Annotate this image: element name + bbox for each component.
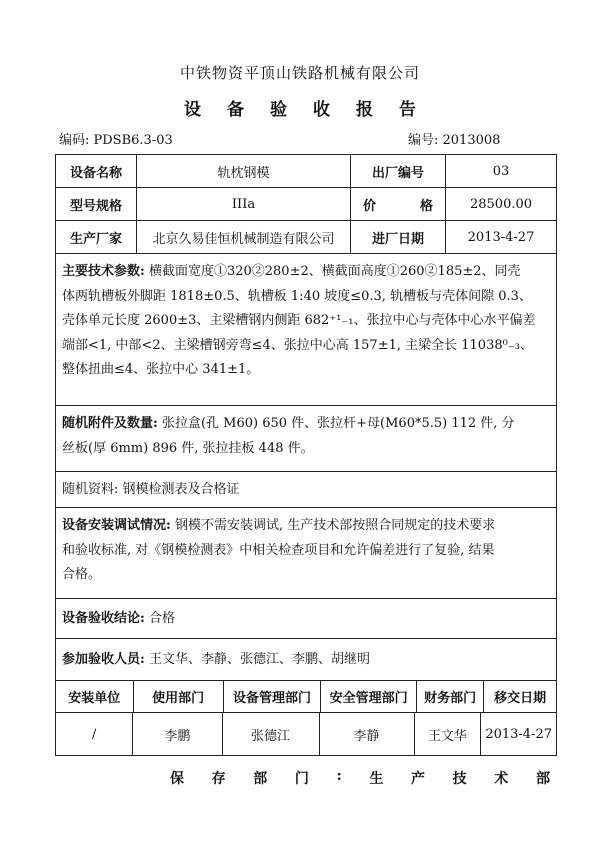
tech-line-4: 端部<1, 中部<2、主梁槽钢旁弯≤4、张拉中心高 157±1, 主梁全长 11038⁰₋₃、 bbox=[62, 337, 533, 353]
row-model bbox=[56, 188, 556, 221]
import-date-label: 进厂日期 bbox=[351, 221, 446, 253]
sign-header-user: 使用部门 bbox=[134, 681, 224, 712]
report-title: 设备验收报告 bbox=[184, 100, 442, 120]
docs-value: 钢模检测表及合格证 bbox=[118, 482, 240, 497]
custody-department bbox=[170, 768, 550, 788]
model-label: 型号规格 bbox=[56, 188, 137, 220]
factory-no-label: 出厂编号 bbox=[351, 155, 446, 187]
factory-no-value: 03 bbox=[492, 163, 510, 179]
document-code: 编码: PDSB6.3-03 bbox=[59, 133, 173, 148]
device-name-value: 轨枕钢模 bbox=[137, 155, 351, 187]
installation-section bbox=[56, 508, 556, 599]
model-value: IIIa bbox=[137, 188, 351, 220]
sign-value-equipment: 张德江 bbox=[223, 713, 320, 755]
footer-char: 术 bbox=[494, 771, 509, 787]
installation-line-1: 钢模不需安装调试, 生产技术部按照合同规定的技术要求 bbox=[170, 518, 496, 533]
footer-char: 技 bbox=[452, 771, 467, 787]
sign-header-finance: 财务部门 bbox=[417, 681, 484, 712]
sign-value-safety: 李静 bbox=[320, 713, 415, 755]
footer-char: 部 bbox=[253, 771, 268, 787]
personnel-label: 参加验收人员: bbox=[62, 652, 145, 667]
price-label-char-1: 价 bbox=[363, 198, 377, 214]
sign-table-values bbox=[56, 713, 556, 756]
sign-header-install: 安装单位 bbox=[56, 681, 134, 712]
installation-line-3: 合格。 bbox=[62, 567, 102, 582]
price-value: 28500.00 bbox=[469, 196, 533, 212]
device-name-label: 设备名称 bbox=[56, 155, 137, 187]
tech-params-label: 主要技术参数: bbox=[62, 264, 145, 279]
footer-char: 产 bbox=[411, 771, 426, 787]
import-date-value: 2013-4-27 bbox=[467, 229, 535, 245]
row-device-name bbox=[56, 155, 556, 188]
row-maker bbox=[56, 221, 556, 254]
tech-params-section bbox=[56, 254, 556, 406]
footer-char: : bbox=[336, 768, 342, 784]
conclusion-section bbox=[56, 599, 556, 639]
sign-table-header bbox=[56, 681, 556, 713]
sign-header-equipment: 设备管理部门 bbox=[224, 681, 322, 712]
document-number: 编号: 2013008 bbox=[408, 133, 501, 148]
footer-char: 部 bbox=[535, 771, 550, 787]
docs-label: 随机资料: bbox=[62, 482, 119, 497]
sign-value-user: 李鹏 bbox=[133, 713, 222, 755]
sign-value-install: / bbox=[56, 713, 133, 755]
footer-char: 门 bbox=[294, 771, 309, 787]
installation-line-2: 和验收标准, 对《钢模检测表》中相关检查项目和允许偏差进行了复验, 结果 bbox=[62, 542, 495, 558]
footer-char: 存 bbox=[211, 771, 226, 787]
conclusion-value: 合格 bbox=[144, 611, 175, 626]
company-name: 中铁物资平顶山铁路机械有限公司 bbox=[179, 64, 420, 82]
price-label-char-2: 格 bbox=[419, 198, 433, 214]
acceptance-form bbox=[55, 154, 557, 756]
docs-section bbox=[56, 472, 556, 508]
tech-line-3: 壳体单元长度 2600±3、主梁槽钢内侧距 682⁺¹₋₁、张拉中心与壳体中心水平偏差 bbox=[62, 313, 536, 328]
accessories-line-2: 丝板(厚 6mm) 896 件, 张拉挂板 448 件。 bbox=[62, 440, 314, 456]
sign-header-safety: 安全管理部门 bbox=[321, 681, 417, 712]
price-label bbox=[351, 188, 446, 220]
footer-char: 保 bbox=[170, 771, 184, 787]
accessories-line-1: 张拉盒(孔 M60) 650 件、张拉杆+母(M60*5.5) 112 件, 分 bbox=[157, 416, 515, 431]
footer-char: 生 bbox=[369, 771, 384, 787]
tech-line-5: 整体扭曲≤4、张拉中心 341±1。 bbox=[62, 362, 260, 377]
sign-value-date: 2013-4-27 bbox=[485, 726, 552, 742]
tech-line-2: 体两轨槽板外脚距 1818±0.5、轨槽板 1:40 坡度≤0.3, 轨槽板与壳体间隙 0.3、 bbox=[62, 288, 532, 304]
maker-value: 北京久易佳恒机械制造有限公司 bbox=[137, 221, 351, 253]
conclusion-label: 设备验收结论: bbox=[62, 611, 145, 626]
tech-line-1: 横截面宽度①320②280±2、横截面高度①260②185±2、同壳 bbox=[144, 264, 521, 279]
accessories-label: 随机附件及数量: bbox=[62, 416, 158, 431]
sign-header-date: 移交日期 bbox=[494, 691, 547, 706]
accessories-section bbox=[56, 406, 556, 472]
maker-label: 生产厂家 bbox=[56, 221, 137, 253]
personnel-value: 王文华、李静、张德江、李鹏、胡继明 bbox=[144, 652, 370, 667]
sign-value-finance: 王文华 bbox=[415, 713, 482, 755]
installation-label: 设备安装调试情况: bbox=[62, 518, 171, 533]
personnel-section bbox=[56, 639, 556, 681]
